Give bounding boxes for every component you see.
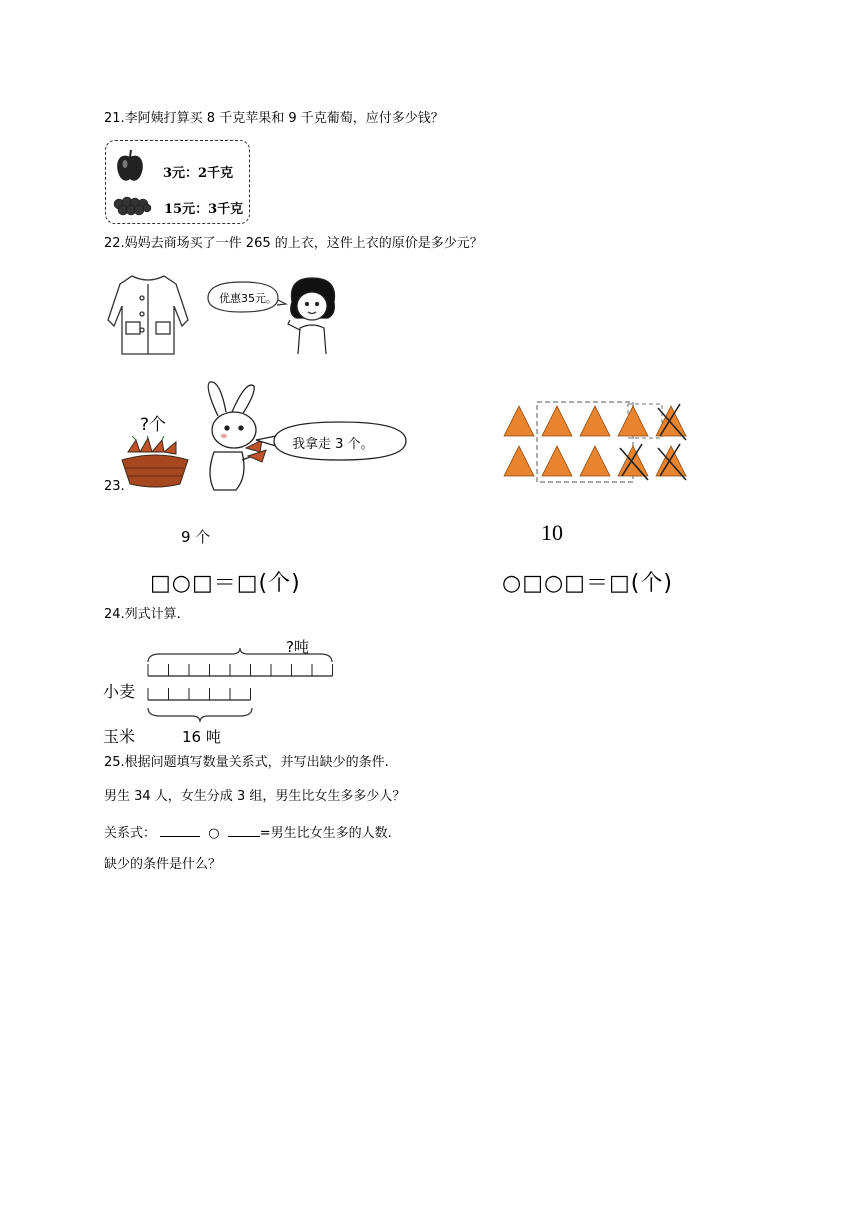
question-22-text: 22.妈妈去商场买了一件 265 的上衣，这件上衣的原价是多少元？ <box>104 236 483 251</box>
relation-blank-1[interactable] <box>160 822 200 837</box>
triangle <box>542 446 572 476</box>
corn-label: 玉米 <box>103 727 136 746</box>
question-23-number: 23. <box>104 479 125 494</box>
relation-suffix: =男生比女生多的人数. <box>259 826 392 841</box>
triangle <box>580 446 610 476</box>
triangle <box>542 406 572 436</box>
question-24-text: 24.列式计算. <box>104 607 181 622</box>
relation-operator: ○ <box>208 826 220 841</box>
carrot-basket <box>118 436 194 494</box>
coat-drawing <box>102 270 194 358</box>
relation-prefix: 关系式： <box>104 826 157 841</box>
rabbit-speech-text: 我拿走 3 个。 <box>292 437 374 452</box>
question-21-text: 21.李阿姨打算买 8 千克苹果和 9 千克葡萄，应付多少钱？ <box>104 111 444 126</box>
corn-amount: 16 吨 <box>182 728 221 746</box>
triangle <box>618 406 648 436</box>
question-count-label: ?个 <box>140 415 167 435</box>
apple-icon <box>114 148 146 184</box>
right-equation: ○□○□＝□(个) <box>502 571 673 596</box>
right-count: 10 <box>541 520 563 545</box>
problem-text: 男生 34 人，女生分成 3 组，男生比女生多多少人？ <box>104 789 406 804</box>
left-equation: □○□＝□(个) <box>150 571 301 596</box>
grape-price: 15元：3千克 <box>164 202 244 217</box>
girl-drawing <box>282 274 346 356</box>
triangle-group <box>500 398 700 488</box>
triangle <box>504 406 534 436</box>
triangle <box>504 446 534 476</box>
wheat-label: 小麦 <box>103 682 136 701</box>
relation-line <box>104 822 392 843</box>
segment-diagram <box>140 648 340 722</box>
question-25-text: 25.根据问题填写数量关系式，并写出缺少的条件. <box>104 755 389 770</box>
grapes-icon <box>112 194 154 218</box>
left-count: 9 个 <box>181 528 211 546</box>
relation-blank-2[interactable] <box>228 822 260 837</box>
triangle <box>580 406 610 436</box>
apple-price: 3元：2千克 <box>163 166 234 181</box>
speech-text: 优惠35元。 <box>219 292 277 305</box>
question-label: ?吨 <box>286 638 309 656</box>
missing-condition-text: 缺少的条件是什么？ <box>104 857 222 872</box>
